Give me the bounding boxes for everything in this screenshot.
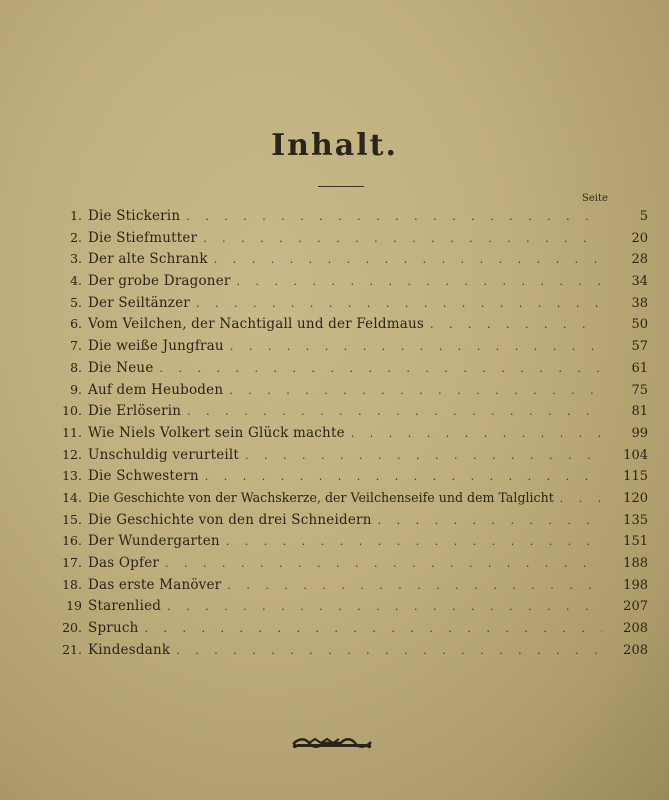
seite-column-label: Seite: [582, 193, 608, 204]
toc-entry: [52, 422, 648, 444]
entry-page: 5: [639, 209, 648, 224]
toc-entry: [52, 205, 648, 227]
toc-entry: [52, 639, 648, 661]
toc-entry: [52, 465, 648, 487]
entry-page: 34: [631, 274, 648, 290]
table-of-contents: [52, 205, 648, 660]
dot-leader: [226, 531, 602, 553]
toc-entry: [52, 530, 648, 552]
dot-leader: [230, 336, 602, 358]
entry-number: 8.: [70, 359, 82, 375]
dot-leader: [237, 271, 602, 293]
dot-leader: [245, 445, 602, 467]
entry-number: 13.: [62, 468, 82, 484]
entry-title: Der Seiltänzer: [88, 294, 190, 311]
entry-number: 20.: [62, 620, 82, 636]
toc-entry: [52, 227, 648, 249]
dot-leader: [560, 488, 602, 510]
toc-entry: [52, 574, 648, 596]
entry-title: Die Geschichte von der Wachskerze, der Veilchenseife und dem Talglicht: [88, 489, 554, 505]
entry-page: 20: [631, 230, 648, 246]
entry-page: 104: [623, 447, 648, 463]
entry-number: 18.: [62, 576, 82, 592]
toc-entry: [52, 248, 648, 270]
entry-page: 81: [631, 404, 648, 420]
entry-page: 198: [623, 577, 648, 593]
entry-title: Die Schwestern: [88, 468, 199, 485]
toc-entry: [52, 487, 648, 509]
entry-page: 57: [631, 339, 648, 355]
decorative-ornament-icon: [291, 735, 373, 751]
toc-entry: [52, 552, 648, 574]
entry-page: 207: [623, 599, 648, 615]
entry-title: Die Stickerin: [88, 208, 181, 224]
entry-title: Der Wundergarten: [88, 533, 220, 550]
dot-leader: [378, 510, 602, 532]
entry-page: 135: [623, 512, 648, 528]
entry-title: Kindesdank: [88, 641, 171, 658]
toc-entry: [52, 444, 648, 466]
entry-title: Unschuldig verurteilt: [88, 446, 240, 463]
entry-number: 9.: [70, 381, 82, 397]
entry-page: 208: [623, 642, 648, 658]
entry-page: 208: [623, 621, 648, 637]
entry-page: 115: [623, 469, 648, 485]
entry-number: 19: [66, 598, 82, 614]
entry-title: Die Stiefmutter: [88, 229, 198, 246]
entry-number: 14.: [62, 489, 82, 505]
entry-page: 188: [623, 556, 648, 571]
entry-number: 16.: [62, 533, 82, 549]
toc-entry: [52, 357, 648, 379]
dot-leader: [186, 206, 602, 228]
entry-number: 12.: [62, 446, 82, 462]
dot-leader: [430, 314, 602, 336]
dot-leader: [165, 553, 602, 575]
toc-entry: [52, 379, 648, 401]
entry-page: 28: [631, 252, 648, 268]
entry-page: 50: [631, 317, 648, 333]
title-rule-divider: [318, 186, 364, 187]
entry-title: Die Erlöserin: [88, 403, 182, 420]
dot-leader: [167, 596, 602, 618]
entry-title: Vom Veilchen, der Nachtigall und der Feldmaus: [88, 316, 424, 333]
entry-number: 1.: [70, 208, 82, 223]
dot-leader: [160, 358, 602, 380]
entry-title: Wie Niels Volkert sein Glück machte: [88, 424, 345, 441]
entry-title: Die Neue: [88, 359, 154, 376]
dot-leader: [351, 423, 602, 445]
entry-title: Die weiße Jungfrau: [88, 338, 224, 355]
toc-entry: [52, 617, 648, 639]
dot-leader: [187, 401, 602, 423]
entry-page: 75: [631, 382, 648, 398]
entry-page: 38: [631, 295, 648, 311]
entry-number: 3.: [70, 251, 82, 267]
toc-entry: [52, 292, 648, 314]
dot-leader: [196, 293, 602, 315]
entry-number: 11.: [62, 424, 82, 440]
toc-entry: [52, 400, 648, 422]
entry-page: 120: [623, 490, 648, 506]
entry-title: Das Opfer: [88, 555, 160, 571]
toc-entry: [52, 595, 648, 617]
entry-number: 21.: [62, 641, 82, 657]
toc-entry: [52, 313, 648, 335]
entry-number: 2.: [70, 229, 82, 245]
dot-leader: [227, 575, 602, 597]
entry-number: 7.: [70, 338, 82, 354]
entry-title: Der grobe Dragoner: [88, 273, 231, 290]
entry-number: 15.: [62, 511, 82, 527]
dot-leader: [145, 618, 603, 640]
entry-title: Starenlied: [88, 598, 162, 615]
entry-number: 10.: [62, 403, 82, 419]
page-title: Inhalt.: [271, 128, 398, 163]
dot-leader: [203, 228, 602, 250]
toc-entry: [52, 270, 648, 292]
entry-page: 151: [623, 534, 648, 550]
dot-leader: [205, 466, 602, 488]
toc-entry: [52, 335, 648, 357]
entry-number: 6.: [70, 316, 82, 332]
entry-title: Die Geschichte von den drei Schneidern: [88, 511, 372, 528]
entry-title: Der alte Schrank: [88, 251, 208, 268]
entry-title: Das erste Manöver: [88, 576, 222, 593]
entry-title: Auf dem Heuboden: [88, 381, 224, 398]
entry-number: 4.: [70, 273, 82, 289]
entry-page: 61: [631, 360, 648, 376]
dot-leader: [176, 640, 602, 662]
entry-title: Spruch: [88, 620, 139, 637]
entry-number: 5.: [70, 294, 82, 310]
dot-leader: [229, 380, 602, 402]
toc-entry: [52, 509, 648, 531]
entry-number: 17.: [62, 555, 82, 570]
dot-leader: [214, 249, 602, 271]
entry-page: 99: [631, 425, 648, 441]
